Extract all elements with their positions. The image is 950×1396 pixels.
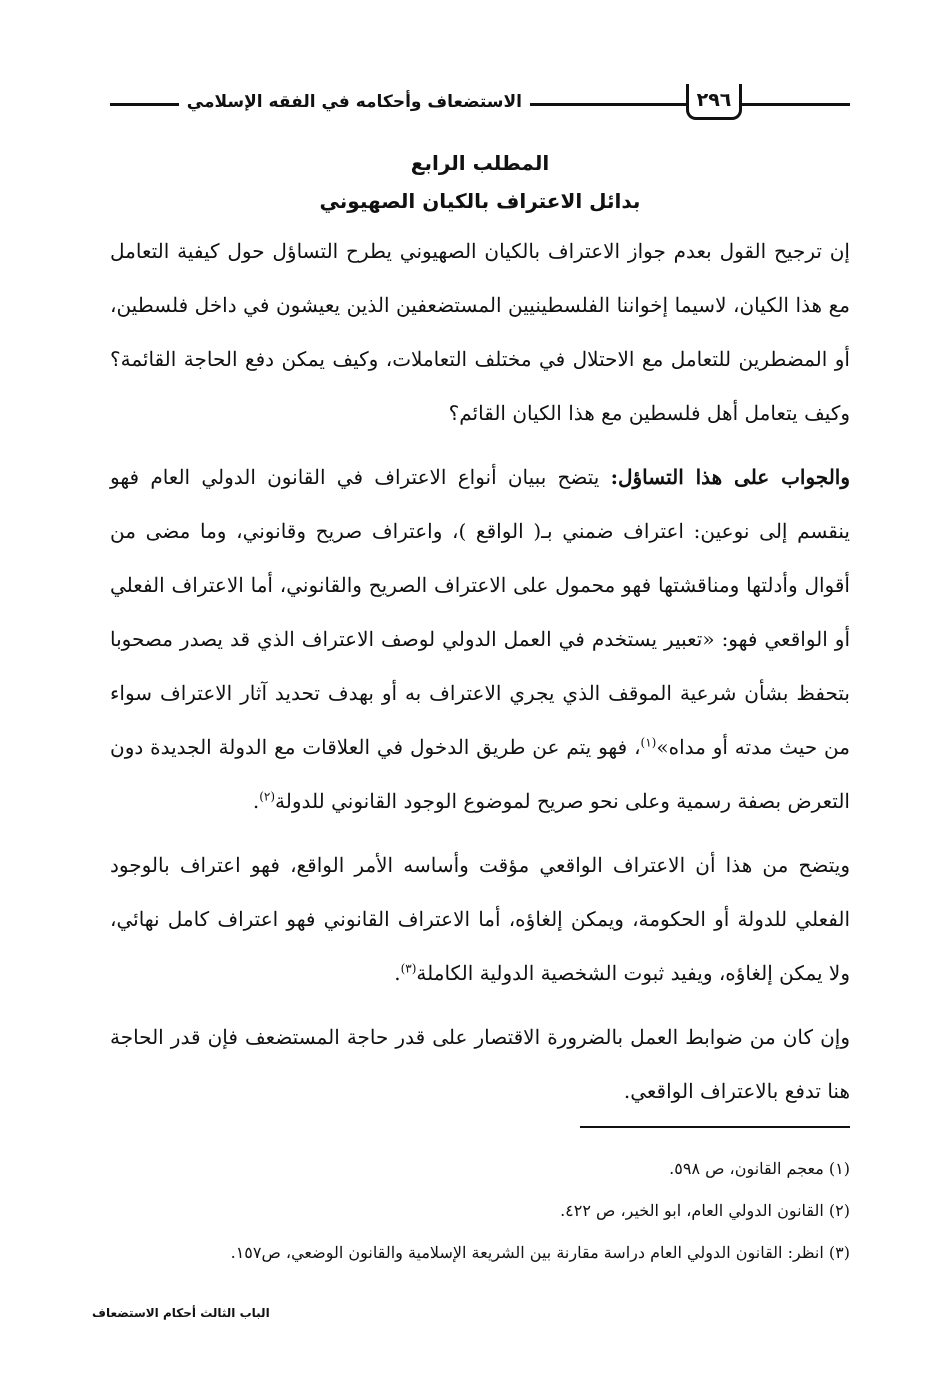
paragraph-2-text-a: يتضح ببيان أنواع الاعتراف في القانون الدولي العام فهو ينقسم إلى نوعين: اعتراف ضمني بـ( الواقع )، واعتراف صريح وقانوني، وما مضى من أقوال وأدلتها ومناقشتها فهو محمول على الاعتراف الصريح والقانوني، أما الاعتراف الفعلي أو الواقعي فهو: «تعبير يستخدم في العمل الدولي لوصف الاعتراف الذي قد يصدر مصحوبا بتحفظ بشأن شرعية الموقف الذي يجري الاعتراف به أو بهدف تحديد آثار الاعتراف سواء من حيث مدته أو مداه»	[110, 465, 851, 759]
chapter-tag: الباب الثالث أحكام الاستضعاف	[92, 1306, 270, 1320]
paragraph-2	[110, 450, 850, 828]
footnotes	[110, 1148, 850, 1274]
paragraph-1: إن ترجيح القول بعدم جواز الاعتراف بالكيان الصهيوني يطرح التساؤل حول كيفية التعامل مع هذا الكيان، لاسيما إخواننا الفلسطينيين المستضعفين الذين يعيشون في داخل فلسطين، أو المضطرين للتعامل مع الاحتلال في مختلف التعاملات، وكيف يمكن دفع الحاجة القائمة؟ وكيف يتعامل أهل فلسطين مع هذا الكيان القائم؟	[110, 239, 850, 425]
paragraph-2-lead: والجواب على هذا التساؤل:	[610, 465, 851, 489]
footnote-1: (١) معجم القانون، ص ٥٩٨.	[669, 1159, 850, 1178]
body-text	[110, 224, 850, 1128]
footnote-ref-2: (٢)	[259, 789, 276, 804]
footnote-divider	[580, 1126, 850, 1128]
running-header	[110, 84, 850, 124]
paragraph-2-end: .	[252, 789, 260, 813]
paragraph-3	[110, 838, 850, 1000]
paragraph-3-text: ويتضح من هذا أن الاعتراف الواقعي مؤقت وأساسه الأمر الواقع، فهو اعتراف بالوجود الفعلي للدولة أو الحكومة، ويمكن إلغاؤه، أما الاعتراف القانوني فهو اعتراف كامل نهائي، ولا يمكن إلغاؤه، ويفيد ثبوت الشخصية الدولية الكاملة	[110, 853, 850, 985]
paragraph-4: وإن كان من ضوابط العمل بالضرورة الاقتصار على قدر حاجة المستضعف فإن قدر الحاجة هنا تدفع بالاعتراف الواقعي.	[110, 1025, 850, 1103]
paragraph-3-end: .	[394, 961, 401, 985]
book-title: الاستضعاف وأحكامه في الفقه الإسلامي	[179, 88, 530, 116]
page-number: ٢٩٦	[686, 84, 742, 120]
footnote-3: (٣) انظر: القانون الدولي العام دراسة مقارنة بين الشريعة الإسلامية والقانون الوضعي، ص١٥٧.	[230, 1243, 850, 1262]
footnote-ref-1: (١)	[640, 735, 657, 750]
section-title: بدائل الاعتراف بالكيان الصهيوني	[319, 189, 641, 213]
paragraph-2-text-b: ، فهو يتم عن طريق الدخول في العلاقات مع الدولة الجديدة دون التعرض بصفة رسمية وعلى نحو صريح لموضوع الوجود القانوني للدولة	[110, 735, 850, 813]
footnote-ref-3: (٣)	[400, 961, 417, 976]
footnote-2: (٢) القانون الدولي العام، ابو الخير، ص ٤٢٢.	[560, 1201, 850, 1220]
section-heading: المطلب الرابع	[410, 151, 550, 175]
